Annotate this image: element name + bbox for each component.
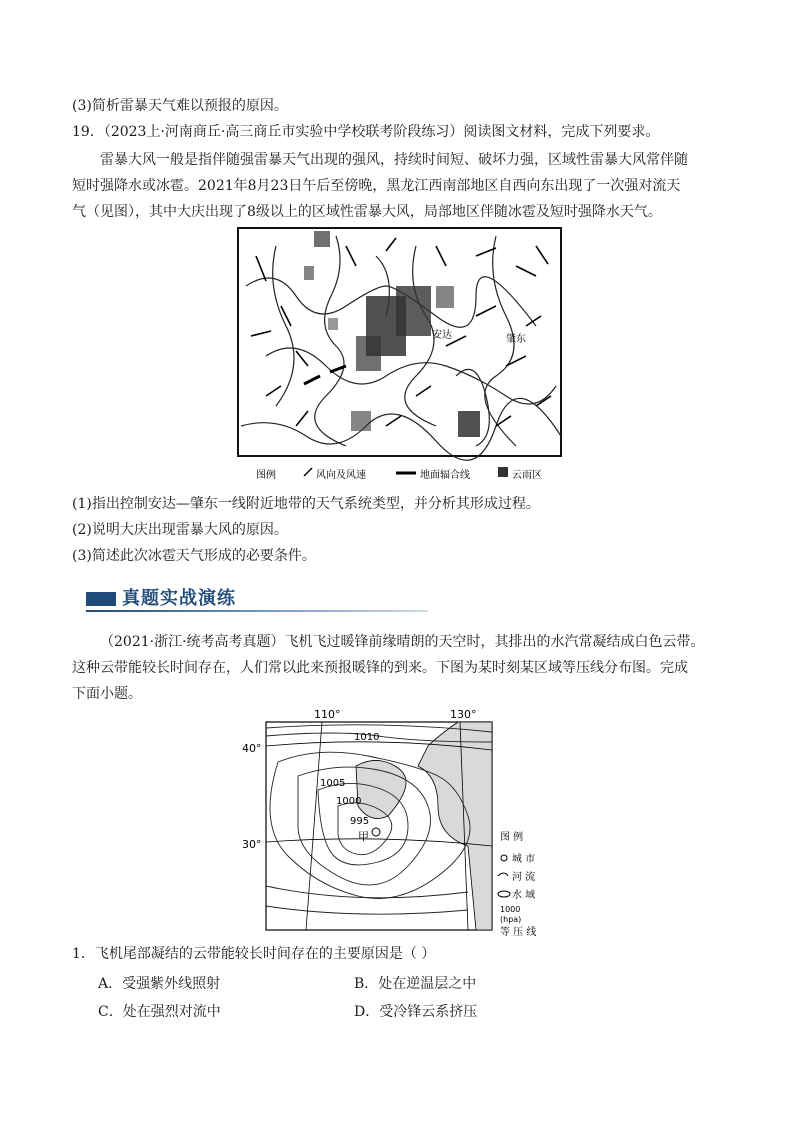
legend-city: 城 市 [512,854,536,865]
banner-bar-icon [86,592,116,606]
isobar-1005-label: 1005 [320,778,346,789]
lat-30-label: 30° [242,838,262,851]
option-c[interactable]: C．处在强烈对流中 [98,1004,221,1020]
option-d[interactable]: D．受冷锋云系挤压 [354,1004,478,1020]
legend-isobar-value: 1000 [500,905,521,914]
section-banner [86,586,428,612]
previous-question-3: (3)简析雷暴天气难以预报的原因。 [72,98,288,114]
city-label: 甲 [358,830,369,843]
legend-cloud-icon [498,467,508,477]
isobar-1000-label: 1000 [336,796,362,807]
lon-110-label: 110° [314,708,341,721]
option-b[interactable]: B．处在逆温层之中 [354,976,477,992]
legend-wind-icon [304,468,312,476]
q19-sub-1: (1)指出控制安达—肇东一线附近地带的天气系统类型，并分析其形成过程。 [72,496,540,512]
q19-paragraph-line-2: 短时强降水或冰雹。2021年8月23日午后至傍晚，黑龙江西南部地区自西向东出现了一次强对流天 [72,178,681,194]
lat-40-label: 40° [242,742,262,755]
question-1-stem: 1．飞机尾部凝结的云带能较长时间存在的主要原因是（ ） [72,946,436,962]
legend-isobar-unit: (hpa) [500,915,522,924]
label-zhaodong: 肇东 [506,334,526,345]
label-anda: 安达 [432,330,452,341]
legend-river-icon [498,873,508,876]
city-marker-icon [372,828,380,836]
lon-130-label: 130° [450,708,477,721]
legend-water-icon [498,891,510,897]
legend-river: 河 流 [512,872,536,883]
legend-title: 图例 [256,470,276,481]
passage-line-2: 这种云带能较长时间存在，人们常以此来预报暖锋的到来。下图为某时刻某区域等压线分布图。完成 [72,660,688,676]
isobar-1010-label: 1010 [354,732,380,743]
legend-city-icon [501,855,507,861]
isobar-map-figure [238,706,562,938]
option-a[interactable]: A．受强紫外线照射 [98,976,221,992]
q19-paragraph-line-3: 气（见图），其中大庆出现了8级以上的区域性雷暴大风，局部地区伴随冰雹及短时强降水天气。 [72,204,662,220]
weather-map-figure [236,226,564,484]
passage-line-3: 下面小题。 [72,686,142,702]
legend-cloud: 云雨区 [512,470,542,481]
q19-paragraph-line-1: 雷暴大风一般是指伴随强雷暴天气出现的强风，持续时间短、破坏力强，区域性雷暴大风常伴随 [100,152,688,168]
legend-wind: 风向及风速 [316,470,366,481]
passage-line-1: （2021·浙江·统考高考真题）飞机飞过暖锋前缘晴朗的天空时，其排出的水汽常凝结成白色云带。 [100,634,705,650]
banner-underline [86,610,428,612]
legend-water: 水 域 [512,890,536,901]
isobar-995-label: 995 [350,816,370,827]
legend-convergence: 地面辐合线 [420,470,470,481]
question-19-header: 19．（2023上·河南商丘·高三商丘市实验中学校联考阶段练习）阅读图文材料，完成下列要求。 [72,124,660,140]
section-title: 真题实战演练 [122,588,236,609]
q19-sub-2: (2)说明大庆出现雷暴大风的原因。 [72,522,288,538]
q19-sub-3: (3)简述此次冰雹天气形成的必要条件。 [72,548,316,564]
legend-isobar: 等 压 线 [500,927,537,938]
map2-legend-title: 图 例 [500,832,524,843]
